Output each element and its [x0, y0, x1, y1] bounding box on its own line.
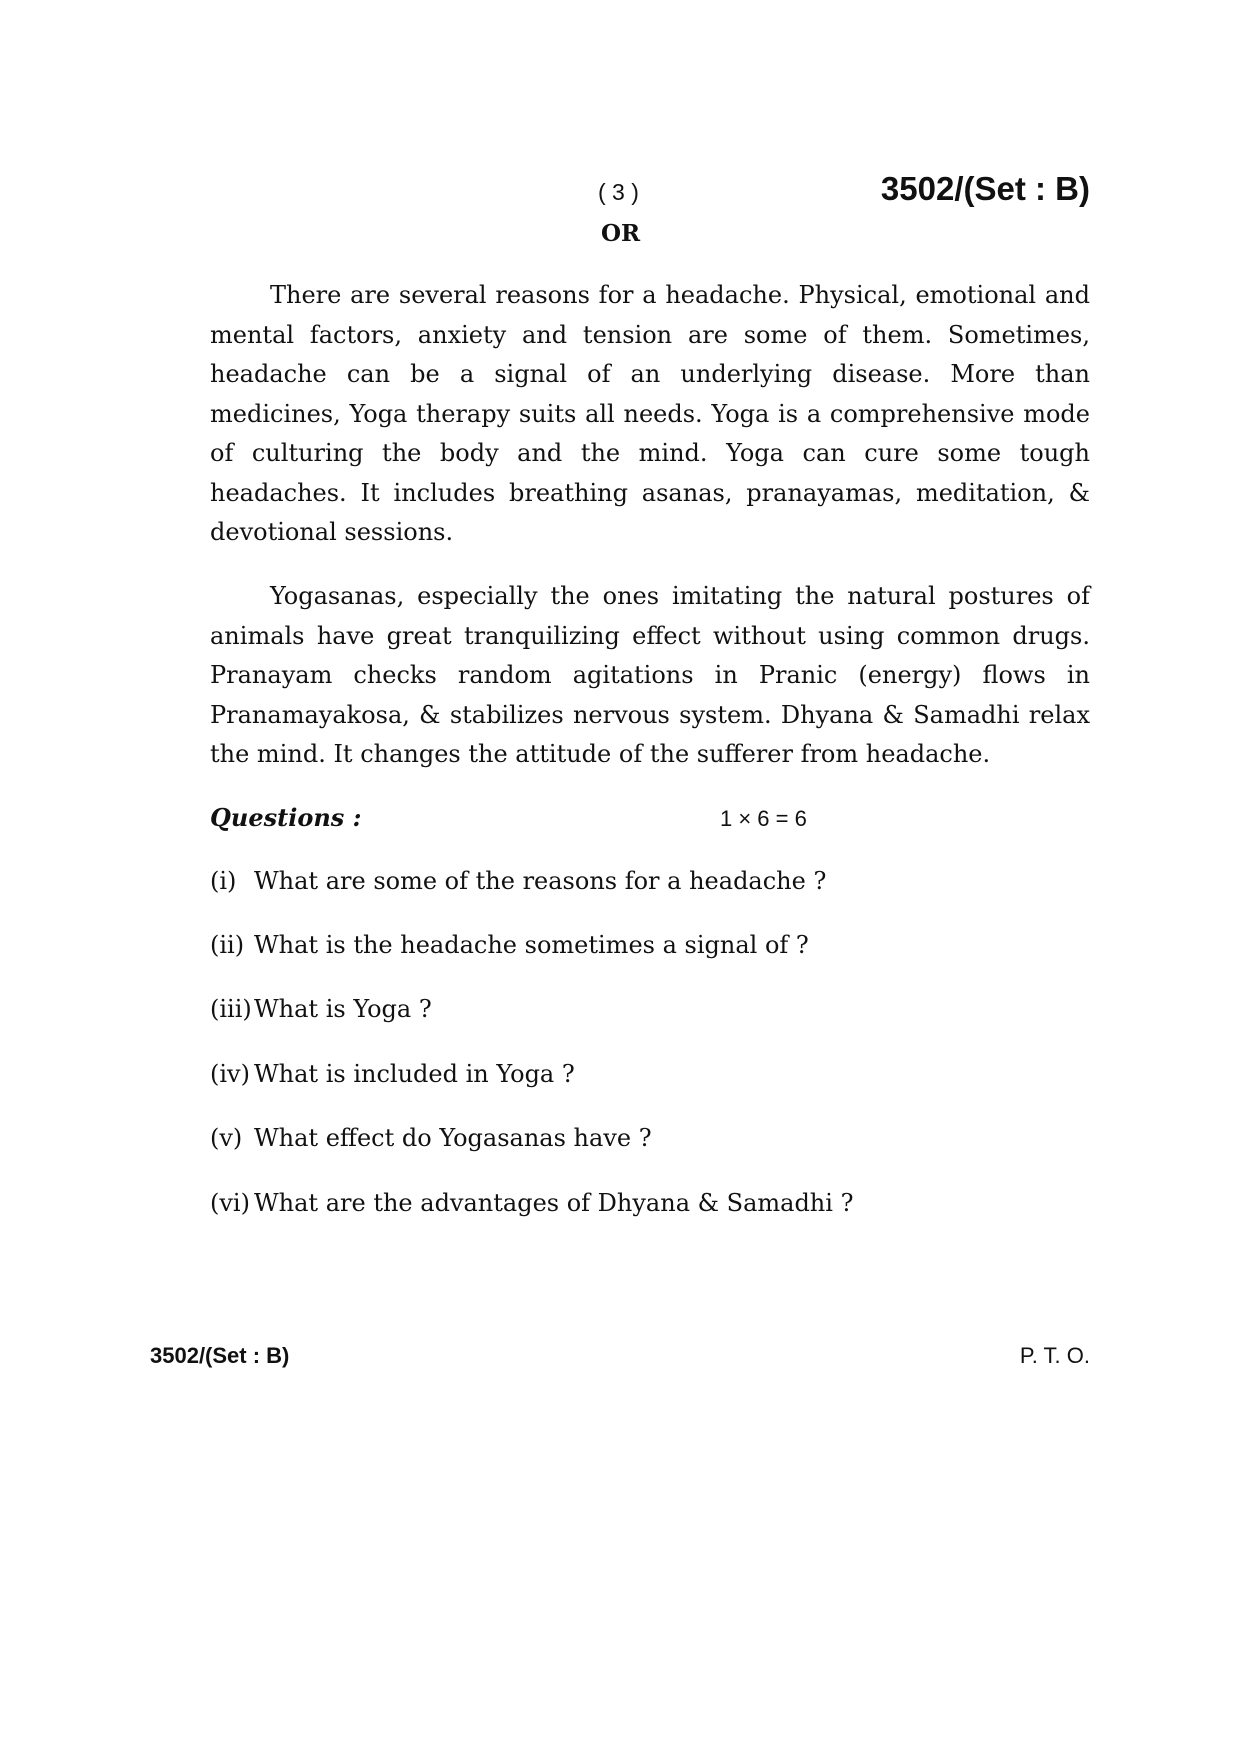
question-item — [210, 1124, 652, 1152]
question-text: What is included in Yoga ? — [254, 1060, 575, 1088]
question-number: (i) — [210, 867, 237, 895]
question-number: (iv) — [210, 1060, 250, 1088]
marks-allocation: 1 × 6 = 6 — [720, 806, 807, 831]
question-number: (vi) — [210, 1189, 250, 1217]
question-number: (v) — [210, 1124, 243, 1152]
question-text: What is the headache sometimes a signal of ? — [254, 931, 809, 959]
paper-code-header: 3502/(Set : B) — [880, 170, 1090, 207]
paper-code-footer: 3502/(Set : B) — [150, 1343, 290, 1368]
passage-paragraph-1: There are several reasons for a headache. Physical, emotional and mental factors, anxiety and tension are some of them. Sometimes, headache can be a signal of an underlying disease. More than medicines, Yoga therapy suits all needs. Yoga is a comprehensive mode of culturing the body and the mind. Yoga can cure some tough headaches. It includes breathing asanas, pranayamas, meditation, & devotional sessions. — [210, 281, 1090, 546]
question-item — [210, 1189, 853, 1217]
pto-label: P. T. O. — [1019, 1343, 1090, 1368]
question-text: What are some of the reasons for a headache ? — [254, 867, 827, 895]
question-text: What is Yoga ? — [254, 995, 432, 1023]
question-number: (ii) — [210, 931, 245, 959]
passage-paragraph-2: Yogasanas, especially the ones imitating the natural postures of animals have great tranquilizing effect without using common drugs. Pranayam checks random agitations in Pranic (energy) flows in Pranamayakosa, & stabilizes nervous system. Dhyana & Samadhi relax the mind. It changes the attitude of the sufferer from headache. — [210, 582, 1090, 768]
question-item — [210, 1060, 575, 1088]
or-divider: OR — [601, 220, 641, 247]
question-item — [210, 867, 826, 895]
page-number: ( 3 ) — [598, 179, 639, 205]
question-item — [210, 931, 809, 959]
question-text: What effect do Yogasanas have ? — [254, 1124, 652, 1152]
question-text: What are the advantages of Dhyana & Samadhi ? — [254, 1189, 854, 1217]
question-number: (iii) — [210, 995, 252, 1023]
question-item — [210, 995, 432, 1023]
questions-heading: Questions : — [210, 803, 362, 832]
